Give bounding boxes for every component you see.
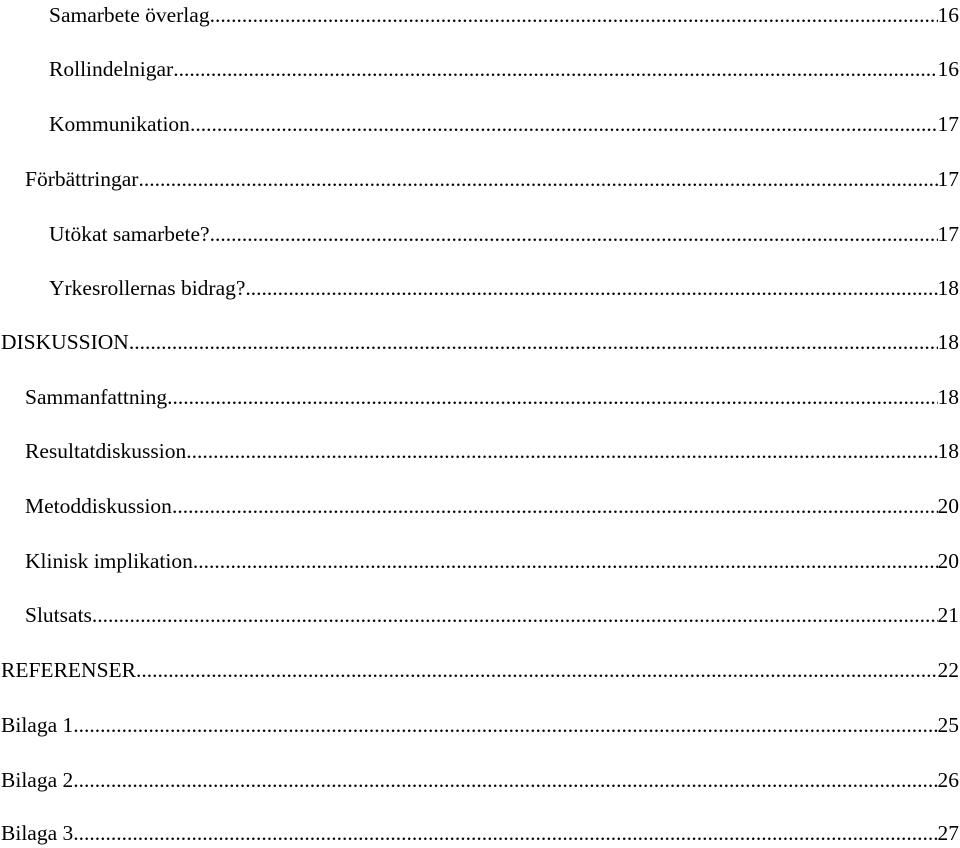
toc-dot-leader	[172, 491, 938, 521]
toc-entry-title: Utökat samarbete?	[49, 222, 210, 246]
toc-entry-title: REFERENSER	[1, 658, 136, 682]
toc-entry[interactable]	[0, 436, 960, 466]
toc-entry[interactable]	[0, 818, 960, 848]
toc-page-number: 16	[937, 57, 959, 81]
toc-dot-leader	[73, 765, 937, 795]
toc-dot-leader	[193, 546, 938, 576]
toc-dot-leader	[138, 164, 937, 194]
toc-page-number: 25	[937, 713, 959, 737]
toc-page-number: 17	[937, 112, 959, 136]
toc-dot-leader	[186, 436, 937, 466]
toc-entry[interactable]	[0, 491, 960, 521]
toc-page-number: 20	[937, 494, 959, 518]
toc-page-number: 27	[937, 821, 959, 845]
toc-entry-title: Rollindelnigar	[49, 57, 174, 81]
toc-entry[interactable]	[0, 219, 960, 249]
toc-entry[interactable]	[0, 600, 960, 630]
toc-entry-title: Klinisk implikation	[25, 549, 193, 573]
toc-page-number: 26	[937, 768, 959, 792]
toc-dot-leader	[73, 818, 937, 848]
toc-entry-title: Sammanfattning	[25, 385, 168, 409]
toc-entry-title: Bilaga 2	[1, 768, 74, 792]
toc-page-number: 21	[937, 603, 959, 627]
toc-entry-title: Bilaga 3	[1, 821, 74, 845]
toc-entry-title: DISKUSSION	[1, 330, 129, 354]
toc-dot-leader	[129, 327, 938, 357]
toc-entry-title: Resultatdiskussion	[25, 439, 187, 463]
toc-entry[interactable]	[0, 710, 960, 740]
toc-page-number: 18	[937, 439, 959, 463]
toc-entry[interactable]	[0, 382, 960, 412]
toc-dot-leader	[245, 273, 937, 303]
toc-entry[interactable]	[0, 164, 960, 194]
toc-page-number: 18	[937, 276, 959, 300]
toc-dot-leader	[210, 219, 938, 249]
toc-page-number: 17	[937, 222, 959, 246]
toc-entry[interactable]	[0, 765, 960, 795]
toc-dot-leader	[73, 710, 937, 740]
toc-page-number: 17	[937, 167, 959, 191]
toc-dot-leader	[92, 600, 938, 630]
toc-page-number: 20	[937, 549, 959, 573]
toc-dot-leader	[167, 382, 937, 412]
toc-entry-title: Kommunikation	[49, 112, 190, 136]
toc-dot-leader	[210, 0, 938, 30]
toc-dot-leader	[173, 54, 937, 84]
toc-entry[interactable]	[0, 54, 960, 84]
toc-dot-leader	[136, 655, 938, 685]
toc-page-number: 22	[937, 658, 959, 682]
toc-entry-title: Slutsats	[25, 603, 92, 627]
toc-entry-title: Bilaga 1	[1, 713, 74, 737]
toc-page-number: 16	[937, 3, 959, 27]
toc-page-number: 18	[937, 330, 959, 354]
toc-entry-title: Samarbete överlag	[49, 3, 210, 27]
toc-page-number: 18	[937, 385, 959, 409]
toc-dot-leader	[190, 109, 938, 139]
toc-entry[interactable]	[0, 109, 960, 139]
toc-entry[interactable]	[0, 273, 960, 303]
toc-entry-title: Yrkesrollernas bidrag?	[49, 276, 246, 300]
toc-entry-title: Metoddiskussion	[25, 494, 172, 518]
toc-entry[interactable]	[0, 546, 960, 576]
toc-entry-title: Förbättringar	[25, 167, 139, 191]
toc-entry[interactable]	[0, 327, 960, 357]
toc-entry[interactable]	[0, 0, 960, 30]
toc-entry[interactable]	[0, 655, 960, 685]
